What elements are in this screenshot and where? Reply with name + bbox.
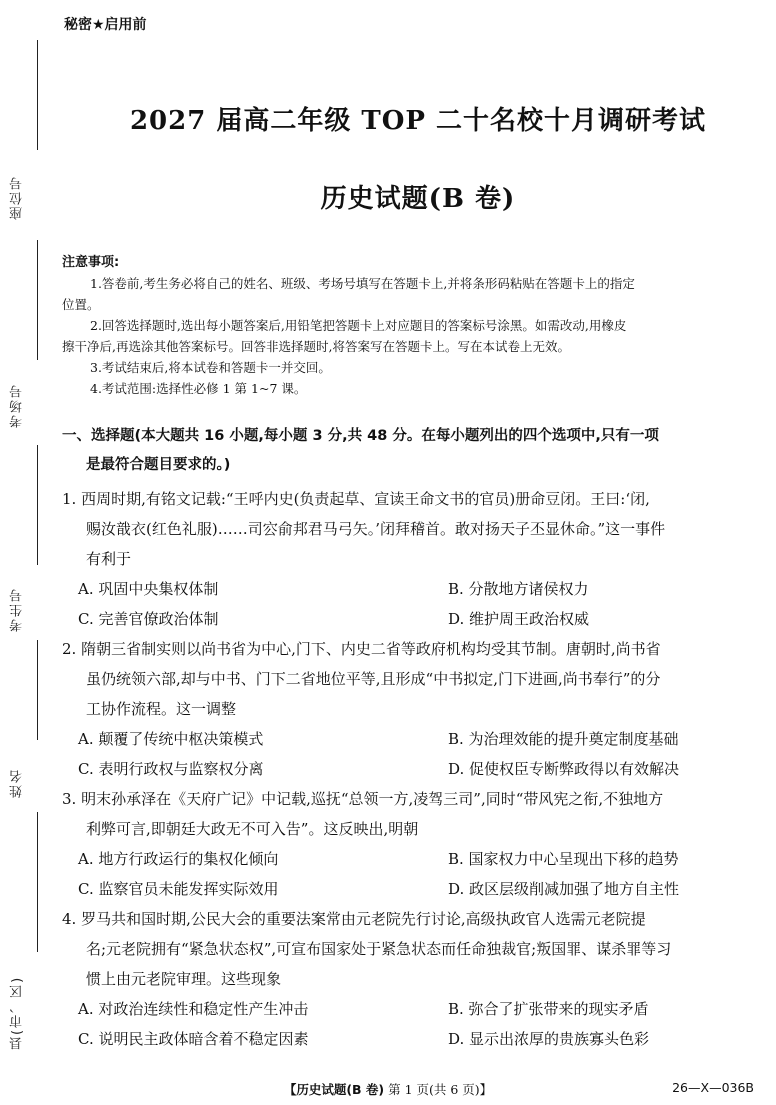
binding-line-3: [37, 445, 38, 565]
footer-page-number: 第 1 页(共 6 页)】: [388, 1082, 493, 1097]
question-3: [62, 784, 772, 904]
stem-line: 虽仍统领六部,却与中书、门下二省地位平等,且形成“中书拟定,门下进画,尚书奉行”的分: [86, 670, 661, 688]
instruction-line: 擦干净后,再选涂其他答案标号。回答非选择题时,将答案写在答题卡上。写在本试卷上无效。: [62, 339, 570, 354]
instruction-line: 3.考试结束后,将本试卷和答题卡一并交回。: [90, 360, 331, 375]
margin-label-seat: 座位号: [10, 175, 25, 220]
option-d: D. 维护周王政治权威: [448, 610, 590, 628]
margin-label-student: 考生号: [10, 587, 25, 632]
exam-subtitle: 历史试题(B 卷): [320, 184, 516, 214]
margin-label-name: 姓名: [10, 768, 25, 798]
option-c: C. 说明民主政体暗含着不稳定因素: [78, 1030, 309, 1048]
confidential-mark: 秘密★启用前: [64, 17, 147, 33]
paper-code: 26—X—036B: [672, 1080, 754, 1095]
options: [62, 844, 772, 904]
option-c: C. 监察官员未能发挥实际效用: [78, 880, 279, 898]
footer-subject: 【历史试题(B 卷): [283, 1082, 385, 1097]
instruction-line: 1.答卷前,考生务必将自己的姓名、班级、考场号填写在答题卡上,并将条形码粘贴在答题卡上的指定: [90, 276, 635, 291]
options: [62, 994, 772, 1054]
option-b: B. 国家权力中心呈现出下移的趋势: [448, 850, 679, 868]
stem-line: 惯上由元老院审理。这些现象: [86, 970, 282, 988]
option-c: C. 表明行政权与监察权分离: [78, 760, 264, 778]
stem-line: 工协作流程。这一调整: [86, 700, 237, 718]
stem-line: 利弊可言,即朝廷大政无不可入告”。这反映出,明朝: [86, 820, 419, 838]
binding-line-5: [37, 812, 38, 952]
stem-line: 有利于: [86, 550, 132, 568]
stem-line: 4. 罗马共和国时期,公民大会的重要法案常由元老院先行讨论,高级执政官人选需元老院提: [62, 910, 646, 928]
stem-line: 3. 明末孙承泽在《天府广记》中记载,巡抚“总领一方,凌驾三司”,同时“带风宪之衔,不独地方: [62, 790, 664, 808]
margin-label-room: 考场号: [10, 383, 25, 428]
binding-line-1: [37, 40, 38, 150]
question-2: [62, 634, 772, 784]
option-b: B. 弥合了扩张带来的现实矛盾: [448, 1000, 649, 1018]
option-d: D. 促使权臣专断弊政得以有效解决: [448, 760, 680, 778]
stem-line: 1. 西周时期,有铭文记载:“王呼内史(负责起草、宣读王命文书的官员)册命豆闭。王曰:‘闭,: [62, 490, 650, 508]
question-stem: [62, 634, 772, 724]
option-c: C. 完善官僚政治体制: [78, 610, 219, 628]
section-heading-line: 是最符合题目要求的。): [86, 457, 231, 473]
instructions-heading: 注意事项:: [62, 255, 120, 270]
stem-line: 名;元老院拥有“紧急状态权”,可宣布国家处于紧急状态而任命独裁官;叛国罪、谋杀罪等习: [86, 940, 672, 958]
question-list: [62, 484, 772, 1054]
option-a: A. 巩固中央集权体制: [78, 580, 219, 598]
question-stem: [62, 484, 772, 574]
question-stem: [62, 904, 772, 994]
page-title: 2027 届高二年级 TOP 二十名校十月调研考试: [129, 106, 707, 136]
option-a: A. 颠覆了传统中枢决策模式: [78, 730, 264, 748]
instructions: [62, 252, 767, 399]
question-stem: [62, 784, 772, 844]
question-1: [62, 484, 772, 634]
option-a: A. 地方行政运行的集权化倾向: [78, 850, 279, 868]
option-d: D. 政区层级削减加强了地方自主性: [448, 880, 680, 898]
margin-label-county: 县(市、区): [10, 975, 25, 1050]
binding-line-2: [37, 240, 38, 360]
instruction-line: 4.考试范围:选择性必修 1 第 1~7 课。: [90, 381, 307, 396]
section-heading-line: 一、选择题(本大题共 16 小题,每小题 3 分,共 48 分。在每小题列出的四个选项中,只有一项: [62, 428, 659, 444]
stem-line: 赐汝戠衣(红色礼服)……司㝐俞邦君马弓矢。’闭拜稽首。敢对扬天子丕显休命。”这一事件: [86, 520, 666, 538]
options: [62, 574, 772, 634]
binding-line-4: [37, 640, 38, 740]
instruction-line: 2.回答选择题时,选出每小题答案后,用铅笔把答题卡上对应题目的答案标号涂黑。如需改动,用橡皮: [90, 318, 627, 333]
section-heading: [62, 422, 770, 480]
option-b: B. 分散地方诸侯权力: [448, 580, 589, 598]
stem-line: 2. 隋朝三省制实则以尚书省为中心,门下、内史二省等政府机构均受其节制。唐朝时,尚书省: [62, 640, 661, 658]
option-a: A. 对政治连续性和稳定性产生冲击: [78, 1000, 309, 1018]
option-d: D. 显示出浓厚的贵族寡头色彩: [448, 1030, 650, 1048]
instruction-line: 位置。: [62, 297, 100, 312]
options: [62, 724, 772, 784]
question-4: [62, 904, 772, 1054]
page-footer: [0, 1080, 776, 1098]
option-b: B. 为治理效能的提升奠定制度基础: [448, 730, 679, 748]
